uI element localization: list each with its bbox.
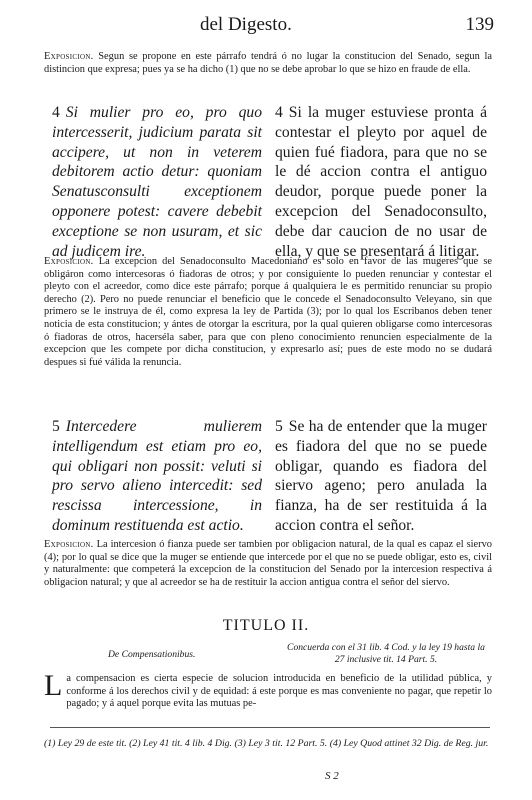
drop-cap: L [44,669,63,702]
exposicion-3 [44,539,492,589]
latin-text: Si mulier pro eo, pro quo intercesserit, judicium parata sit accipere, ut non in veterem debitorem actio detur: quoniam Senatusconsulti exceptionem opponere potest: cavere debebit exceptione se non usuram, et sic ad judicem ire. [52,104,262,260]
section-number: 4 [275,104,283,121]
titulo-intro [44,669,492,711]
section-4-spanish [275,103,487,261]
page-number: 139 [465,14,494,35]
section-4-latin [52,103,262,261]
header-title: del Digesto. [200,14,292,35]
section-number: 4 [52,104,60,121]
section-5-spanish [275,417,487,536]
exposicion-2 [44,256,492,369]
section-5-latin [52,417,262,536]
exposicion-1 [44,51,492,76]
spanish-text: Se ha de entender que la muger es fiadora del que no se puede obligar, quando es fiadora del siervo ageno; pero anulada la fianza, ha de ser restituida á la accion contra el señor. [275,418,487,534]
spanish-text: Si la muger estuviese pronta á contestar el pleyto por aquel de quien fué fiadora, para que no se le dé accion contra el antiguo deudor, porque puede poner la excepcion del Senadoconsulto, debe dar caucion de no usar de ella, y que se presentará á litigar. [275,104,487,260]
exposicion-text: Segun se propone en este párrafo tendrá ó no lugar la constitucion del Senado, segun la distincion que expresa; pues ya se ha dicho (1) que no se debe aprobar lo que se hizo en fraude de ella. [44,51,492,75]
exposicion-text: La intercesion ó fianza puede ser tambien por obligacion natural, de la qual es capaz el siervo (4); por lo qual se dice que la muger se entiende que intercede por el que no se puede obligar, esto es, civil y naturalmente: que competerá la excepcion de la constitucion del Senado por la intercesion respectiva á obligacion natural; y que al acreedor se ha de restituir la accion antigua contra el señor del siervo. [44,539,492,588]
exposicion-text: La excepcion del Senadoconsulto Macedoniano es solo en favor de las mugeres que se obligáron como intercesoras ó fiadoras de otros; y por consiguiente lo pueden renunciar y contestar el pleyto con el acreedor, como dice este párrafo; porque á qualquiera le es permitido renunciar su propio derecho (2). Pero no puede renunciar el beneficio que le concede el Senadoconsulto Veleyano, sin que primero se le instruya de él, como expresa la ley de Partida (3); por lo qual los Escribanos deben tener noticia de esta constitucion; y ántes de otorgar la escritura, por la qual quieren obligarse como intercesoras ó fiadoras de otros, hacerséla saber, para que con pleno conocimiento renuncien especialmente de la excepcion que les compete por dicha constitucion, y expresarlo así; pues de este modo no se dudará despues si fué válida la renuncia. [44,256,492,368]
signature-mark: S 2 [325,770,339,782]
running-header [0,14,532,40]
section-number: 5 [52,418,60,435]
exposicion-label: Exposicion. [44,256,94,267]
concordance-note: Concuerda con el 31 lib. 4 Cod. y la ley 19 hasta la 27 inclusive tit. 14 Part. 5. [287,642,485,665]
exposicion-label: Exposicion. [44,51,94,62]
exposicion-label: Exposicion. [44,539,94,550]
titulo-heading: TITULO II. [222,617,310,634]
titulo-subtitle: De Compensationibus. [108,649,196,660]
footnotes: (1) Ley 29 de este tit. (2) Ley 41 tit. 4 lib. 4 Dig. (3) Ley 3 tit. 12 Part. 5. (4) Ley Quod attinet 32 Dig. de Reg. jur. [44,738,489,749]
intro-text: a compensacion es cierta especie de solucion introducida en beneficio de la utilidad pública, y conforme á los derechos civil y de equidad: á este porque es mas conveniente no pagar, que repetir lo pagado; y á aquel porque evita las mutuas pe- [66,673,492,710]
footnote-rule [50,727,490,728]
latin-text: Intercedere mulierem intelligendum est etiam pro eo, qui obligari non possit: veluti si pro servo alieno intercedit: sed rescissa intercessione, in dominum restituenda est actio. [52,418,262,534]
section-number: 5 [275,418,283,435]
